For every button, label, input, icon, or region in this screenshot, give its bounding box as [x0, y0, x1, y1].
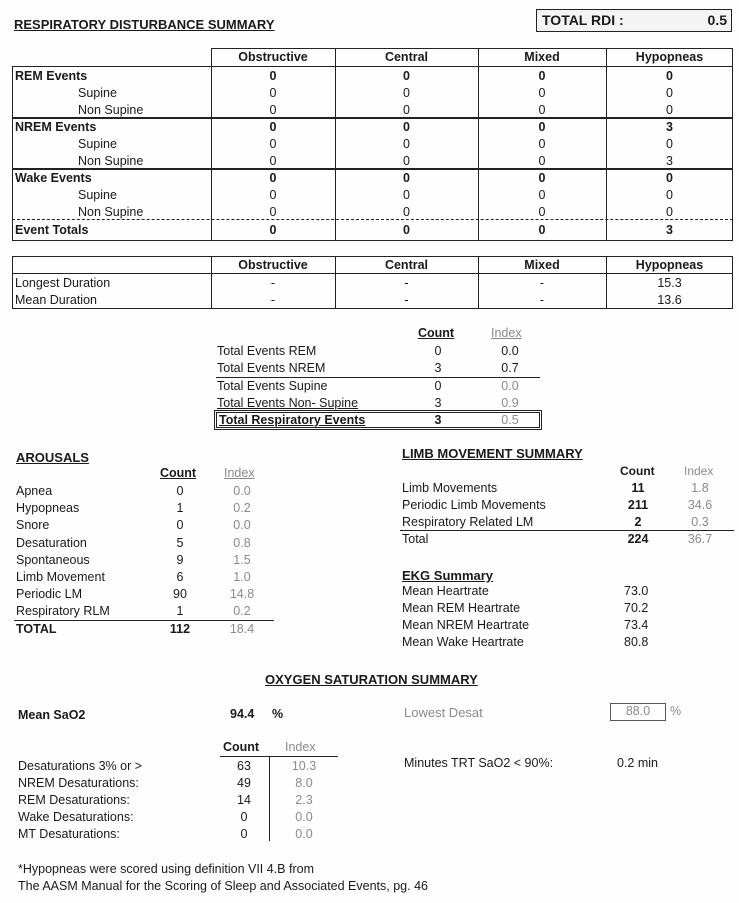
footnote-line-2: The AASM Manual for the Scoring of Sleep and Associated Events, pg. 46: [18, 879, 428, 893]
event-row-label: Event Totals: [15, 223, 89, 237]
ekg-row: Mean Heartrate 73.0: [402, 584, 649, 598]
event-cell: 0: [403, 223, 410, 237]
event-cell: 0: [666, 171, 673, 185]
event-cell: 3: [666, 154, 673, 168]
footnote-line-1: *Hypopneas were scored using definition VII 4.B from: [18, 862, 314, 876]
event-row: [12, 187, 733, 204]
lowest-desat-value: 88.0: [625, 704, 651, 718]
totals-row: Total Events Supine 0 0.0: [217, 379, 519, 393]
arousals-total-row: TOTAL 112 18.4: [16, 622, 255, 636]
event-cell: 0: [666, 69, 673, 83]
oxygen-title: OXYGEN SATURATION SUMMARY: [265, 672, 478, 687]
limb-row: Limb Movements 11 1.8: [402, 481, 709, 495]
event-cell: 0: [538, 103, 546, 117]
event-row: [12, 85, 733, 102]
totals-summary: [214, 326, 544, 432]
event-cell: 0: [666, 86, 673, 100]
ekg-row: Mean REM Heartrate 70.2: [402, 601, 649, 615]
event-row: [12, 119, 733, 136]
event-cell: 0: [269, 171, 277, 185]
mean-sao2-label: Mean SaO2: [18, 708, 86, 722]
ekg-section: [400, 566, 735, 652]
lowest-desat-label: Lowest Desat: [404, 705, 483, 720]
event-row: [12, 170, 733, 187]
total-rdi-label: TOTAL RDI :: [542, 12, 624, 28]
event-row-label: Wake Events: [15, 171, 92, 185]
dur-col-central: Central: [384, 258, 429, 272]
event-cell: 0: [269, 69, 277, 83]
desat-count-header: Count: [223, 740, 260, 754]
event-cell: 0: [666, 205, 673, 219]
mean-sao2-unit: %: [272, 707, 284, 721]
dur-col-hypopneas: Hypopneas: [635, 258, 704, 272]
event-cell: 0: [269, 86, 277, 100]
event-row: [12, 102, 733, 119]
arousal-row: Snore 0 0.0: [16, 518, 251, 533]
arousals-title: AROUSALS: [16, 450, 89, 465]
totals-row: Total Events REM 0 0.0: [217, 344, 519, 358]
event-row-label: NREM Events: [15, 120, 97, 134]
event-cell: 0: [538, 120, 546, 134]
event-cell: 0: [538, 188, 546, 202]
event-table: [12, 48, 733, 241]
limb-index-header: Index: [684, 464, 714, 478]
dur-col-obstructive: Obstructive: [238, 258, 308, 272]
event-cell: 3: [666, 223, 673, 237]
arousal-row: Hypopneas 1 0.2: [16, 501, 251, 516]
col-hypopneas: Hypopneas: [635, 50, 704, 64]
arousal-row: Respiratory RLM 1 0.2: [16, 604, 251, 619]
total-rdi-value: 0.5: [707, 12, 727, 28]
lowest-desat-unit: %: [670, 704, 682, 718]
ekg-title: EKG Summary: [402, 568, 494, 583]
event-cell: 0: [403, 154, 410, 168]
total-rdi-box: [536, 9, 732, 32]
col-central: Central: [384, 50, 429, 64]
event-row-label: Non Supine: [78, 154, 144, 168]
arousal-row: Spontaneous 9 1.5: [16, 552, 251, 567]
event-cell: 0: [403, 120, 410, 134]
event-cell: 0: [403, 188, 410, 202]
event-cell: 0: [403, 205, 410, 219]
event-cell: 0: [538, 154, 546, 168]
event-row-label: Supine: [78, 188, 117, 202]
limb-row: Respiratory Related LM 2 0.3: [402, 515, 709, 529]
event-cell: 0: [666, 103, 673, 117]
arousals-count-header: Count: [160, 466, 197, 480]
event-cell: 0: [269, 120, 277, 134]
desat-row: Wake Desaturations: 0 0.0: [18, 810, 313, 824]
limb-section: [400, 444, 735, 554]
arousal-row: Limb Movement 6 1.0: [16, 570, 251, 584]
event-row: [12, 136, 733, 153]
event-row: [12, 153, 733, 170]
event-cell: 0: [403, 69, 410, 83]
limb-row: Periodic Limb Movements 211 34.6: [402, 498, 713, 512]
desaturation-table: [16, 740, 356, 845]
totals-row-total: Total Respiratory Events 3 0.5: [219, 413, 519, 427]
arousals-index-header: Index: [224, 466, 255, 480]
event-cell: 0: [269, 205, 277, 219]
event-cell: 0: [403, 171, 410, 185]
event-cell: 0: [403, 86, 410, 100]
minutes-sao2-label: Minutes TRT SaO2 < 90%:: [404, 756, 554, 770]
arousal-row: Desaturation 5 0.8: [16, 535, 251, 550]
totals-count-header: Count: [418, 326, 455, 340]
event-row: [12, 222, 733, 239]
event-cell: 0: [538, 137, 546, 151]
event-cell: 0: [538, 86, 546, 100]
ekg-row: Mean NREM Heartrate 73.4: [402, 618, 649, 632]
minutes-sao2-value: 0.2 min: [617, 756, 658, 770]
arousal-row: Apnea 0 0.0: [16, 484, 251, 498]
event-cell: 0: [269, 137, 277, 151]
desat-index-header: Index: [285, 740, 316, 754]
event-cell: 0: [269, 154, 277, 168]
event-cell: 0: [269, 223, 277, 237]
duration-row: Longest Duration - - - 15.3: [15, 276, 682, 290]
duration-row: Mean Duration - - - 13.6: [15, 293, 682, 307]
col-mixed: Mixed: [524, 50, 560, 64]
desat-row: NREM Desaturations: 49 8.0: [18, 776, 313, 790]
event-cell: 0: [269, 188, 277, 202]
event-cell: 0: [538, 205, 546, 219]
event-cell: 0: [538, 69, 546, 83]
desat-row: REM Desaturations: 14 2.3: [18, 793, 313, 807]
ekg-row: Mean Wake Heartrate 80.8: [402, 635, 649, 649]
dur-col-mixed: Mixed: [524, 258, 560, 272]
limb-count-header: Count: [620, 464, 655, 478]
event-cell: 0: [403, 137, 410, 151]
limb-total-row: Total 224 36.7: [402, 532, 713, 546]
arousals-section: [14, 448, 284, 640]
arousal-row: Periodic LM 90 14.8: [16, 587, 255, 602]
totals-index-header: Index: [491, 326, 522, 340]
event-row-label: Supine: [78, 137, 117, 151]
page-title: RESPIRATORY DISTURBANCE SUMMARY: [14, 17, 275, 32]
event-cell: 0: [538, 223, 546, 237]
totals-row: Total Events Non- Supine 3 0.9: [217, 396, 519, 410]
event-cell: 0: [269, 103, 277, 117]
event-cell: 0: [403, 103, 410, 117]
mean-sao2-value: 94.4: [230, 707, 255, 721]
limb-title: LIMB MOVEMENT SUMMARY: [402, 446, 583, 461]
event-row-label: REM Events: [15, 69, 88, 83]
event-cell: 3: [666, 120, 673, 134]
event-row-label: Non Supine: [78, 103, 144, 117]
event-row: [12, 204, 733, 221]
duration-table: [12, 256, 733, 309]
desat-row: Desaturations 3% or > 63 10.3: [18, 759, 317, 773]
event-cell: 0: [538, 171, 546, 185]
event-row-label: Non Supine: [78, 205, 144, 219]
event-cell: 0: [666, 137, 673, 151]
totals-row: Total Events NREM 3 0.7: [217, 361, 519, 375]
event-cell: 0: [666, 188, 673, 202]
event-row: [12, 68, 733, 85]
event-row-label: Supine: [78, 86, 117, 100]
col-obstructive: Obstructive: [238, 50, 308, 64]
desat-row: MT Desaturations: 0 0.0: [18, 827, 313, 841]
